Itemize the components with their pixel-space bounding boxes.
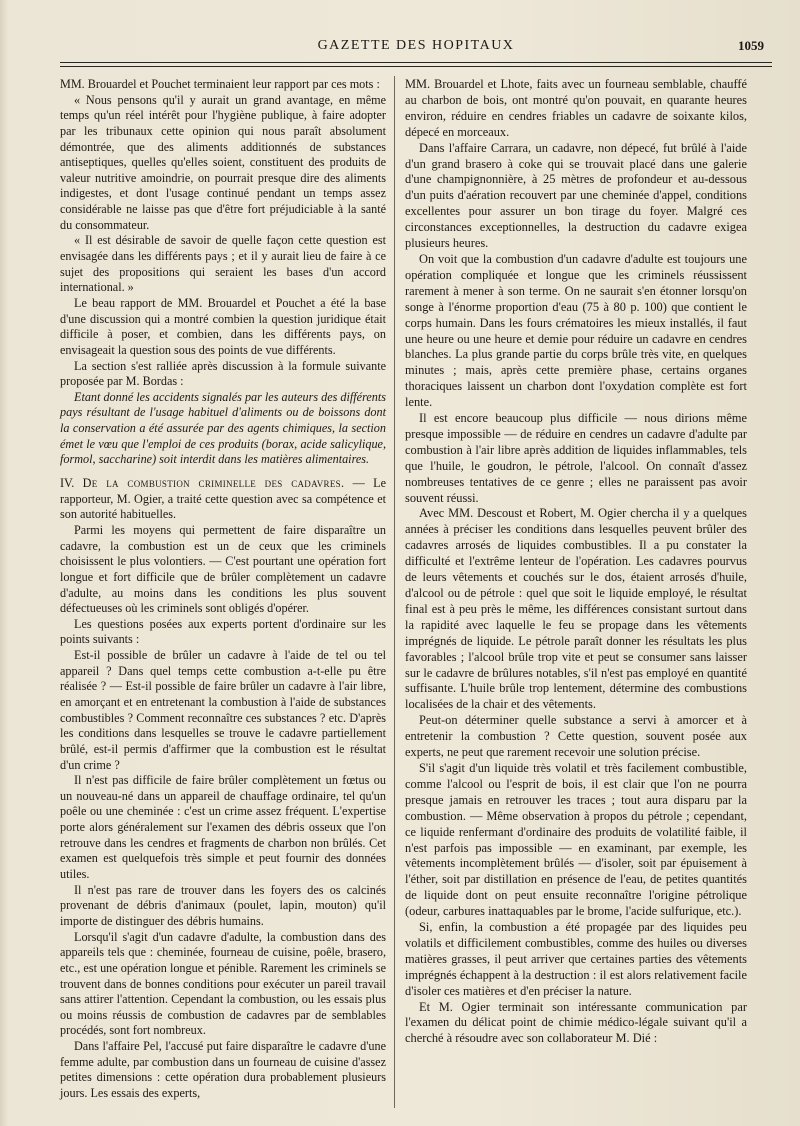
paragraph: Il n'est pas rare de trouver dans les foyers des os calcinés provenant de débris d'animaux (poulet, lapin, mouton) qu'il importe de distinguer des débris humains. bbox=[60, 882, 386, 928]
paragraph: Avec MM. Descoust et Robert, M. Ogier chercha il y a quelques années à préciser les conditions dans lesquelles peuvent brûler des cadavres arrosés de liquides combustibles. Il a pu constater la difficulté et l'extrême lenteur de l'opération. Les cadavres pourvus de leurs vêtements et couchés sur le dos, étaient arrosés d'huile, d'alcool ou de pétrole : quel que soit le liquide employé, le résultat final est à peu près le même, les différences consistant surtout dans la rapidité avec laquelle le feu se propage dans les vêtements imprégnés de liquide. Le pétrole paraît donner les résultats les plus favorables ; l'alcool brûle trop vite et peut se consumer sans laisser sur le cadavre de brûlures notables, s'il n'est pas employé en quantité suffisante. L'huile brûle trop lentement, détermine des combustions localisées de la chair et des vêtements. bbox=[405, 506, 747, 712]
running-title: GAZETTE DES HOPITAUX bbox=[317, 38, 515, 53]
column-divider bbox=[394, 76, 395, 1108]
paragraph: Peut-on déterminer quelle substance a servi à amorcer et à entretenir la combustion ? Cette question, souvent posée aux experts, ne peut que rarement recevoir une solution précise. bbox=[405, 713, 747, 760]
paragraph: S'il s'agit d'un liquide très volatil et très facilement combustible, comme l'alcool ou l'esprit de bois, il est clair que l'on ne pourra presque jamais en retrouver les traces ; tout aura disparu par la combustion. — Même observation à propos du pétrole ; cependant, ce liquide renfermant d'ordinaire des produits de volatilité faible, il n'est parfois pas impossible — en examinant, par exemple, les vêtements incomplètement brûlés — d'isoler, soit par épuisement à l'éther, soit par distillation en présence de l'eau, de petites quantités de liquide dont on peut ensuite reconnaître l'origine pétrolique (odeur, carbures inattaquables par le brome, l'acide sulfurique, etc.). bbox=[405, 760, 747, 919]
section-intro: — Le rapporteur, M. Ogier, a traité cette question avec sa compétence et son autorité habituelles. bbox=[60, 476, 386, 522]
quote-paragraph: « Nous pensons qu'il y aurait un grand avantage, en même temps qu'un réel intérêt pour l'hygiène publique, à faire adopter par les tribunaux cette opinion qui nous paraît absolument démontrée, que des aliments additionnés de substances antiseptiques, quelles qu'elles soient, constituent des produits de valeur nutritive amoindrie, on pourrait presque dire des aliments indigestes, et dont l'usage continué pendant un temps assez considérable ne laisse pas que d'être fort préjudiciable à la santé du consommateur. bbox=[60, 92, 386, 232]
paragraph: Le beau rapport de MM. Brouardel et Pouchet a été la base d'une discussion qui a montré combien la question juridique était difficile à poser, et combien, dans les différents pays, on envisageait la question sous des points de vue différents. bbox=[60, 295, 386, 357]
paragraph: Lorsqu'il s'agit d'un cadavre d'adulte, la combustion dans des appareils tels que : cheminée, fourneau de cuisine, poêle, brasero, etc., est une opération longue et pénible. Rarement les criminels se trouvent dans de bonnes conditions pour exécuter un pareil travail sans attirer l'attention. Cependant la combustion, ou les essais plus ou moins réussis de combustion de cadavres par de semblables procédés, sont fort nombreux. bbox=[60, 929, 386, 1038]
page-header bbox=[60, 32, 772, 56]
paragraph: Dans l'affaire Carrara, un cadavre, non dépecé, fut brûlé à l'aide d'un grand brasero à coke qui se trouvait placé dans une galerie d'une champignonnière, à 25 mètres de profondeur et au-dessous d'un puits d'aération recouvert par une cheminée d'appel, conditions excellentes pour assurer un bon tirage du foyer. Malgré ces circonstances exceptionnelles, la destruction du cadavre exigea plusieurs heures. bbox=[405, 140, 747, 251]
paragraph: Si, enfin, la combustion a été propagée par des liquides peu volatils et difficilement combustibles, comme des huiles ou diverses matières grasses, il peut arriver que certaines parties des vêtements imprégnés échappent à la destruction : il est alors relativement facile d'isoler ces matières et d'en préciser la nature. bbox=[405, 920, 747, 998]
paragraph: Est-il possible de brûler un cadavre à l'aide de tel ou tel appareil ? Dans quel temps cette combustion a-t-elle pu être réalisée ? — Est-il possible de faire brûler un cadavre à l'air libre, en amorçant et en entretenant la combustion à l'aide de substances combustibles ? Comment reconnaître ces substances ? etc. D'après les conditions dans lesquelles se trouve le cadavre partiellement brûlé, est-il permis d'affirmer que la combustion est le résultat d'un crime ? bbox=[60, 648, 386, 772]
paragraph: Il est encore beaucoup plus difficile — nous dirions même presque impossible — de réduire en cendres un cadavre d'adulte par combustion à l'air libre après addition de liquides inflammables, tels que l'huile, le goudron, le pétrole, l'alcool. On connaît d'assez nombreuses tentatives de ce genre ; elles ne paraissent pas avoir souvent réussi. bbox=[405, 411, 747, 505]
paragraph: Et M. Ogier terminait son intéressante communication par l'examen du délicat point de chimie médico-légale suivant qu'il a cherché à résoudre avec son collaborateur M. Dié : bbox=[405, 999, 747, 1046]
page-number: 1059 bbox=[738, 38, 764, 53]
section-title: De la combustion criminelle des cadavres. bbox=[82, 476, 345, 491]
resolution-text: Etant donné les accidents signalés par les auteurs des différents pays résultant de l'usage habituel d'aliments ou de boissons dont la conservation a été assurée par des agents chimiques, la section émet le vœu que l'emploi de ces produits (borax, acide salicylique, formol, saccharine) soit interdit dans les matières alimentaires. bbox=[60, 389, 386, 467]
right-column bbox=[405, 77, 747, 1047]
paragraph: Dans l'affaire Pel, l'accusé put faire disparaître le cadavre d'une femme adulte, par combustion dans un fourneau de cuisine d'assez petites dimensions : cette opération dura probablement plusieurs jours. Les essais des experts, bbox=[60, 1039, 386, 1100]
paragraph: Les questions posées aux experts portent d'ordinaire sur les points suivants : bbox=[60, 616, 386, 647]
paragraph: MM. Brouardel et Pouchet terminaient leur rapport par ces mots : bbox=[60, 77, 380, 91]
section-heading-paragraph bbox=[60, 476, 386, 523]
header-rule-thick bbox=[60, 62, 772, 63]
paragraph: Parmi les moyens qui permettent de faire disparaître un cadavre, la combustion est un de ceux que les criminels choisissent le plus volontiers. — C'est pourtant une opération fort longue et fort difficile que de brûler complètement un cadavre d'adulte, au moins dans les conditions les plus souvent défectueuses où les criminels sont obligés d'opérer. bbox=[60, 522, 386, 616]
paragraph: MM. Brouardel et Lhote, faits avec un fourneau semblable, chauffé au charbon de bois, ont montré qu'on pouvait, en quarante heures environ, réduire en cendres friables un cadavre de soixante kilos, dépecé en morceaux. bbox=[405, 77, 747, 139]
section-number: IV. bbox=[60, 476, 75, 491]
left-column bbox=[60, 77, 386, 1102]
paragraph: La section s'est ralliée après discussion à la formule suivante proposée par M. Bordas : bbox=[60, 358, 386, 389]
quote-paragraph: « Il est désirable de savoir de quelle façon cette question est envisagée dans les différents pays ; et il y aurait lieu de faire à ce sujet des propositions qui seraient les bases d'un accord international. » bbox=[60, 233, 386, 295]
header-rule-thin bbox=[60, 66, 772, 67]
paragraph: On voit que la combustion d'un cadavre d'adulte est toujours une opération compliquée et longue que les criminels réussissent rarement à mener à son terme. On ne saurait s'en étonner lorsqu'on songe à l'énorme proportion d'eau (75 à 80 p. 100) que contient le corps humain. Dans les fours crématoires les mieux installés, il faut une heure ou une heure et demie pour réduire un cadavre en cendres blanches. La plus grande partie du corps brûle très vite, en quelques minutes ; mais, après cette première phase, certains organes thoraciques laissent un charbon dont l'oxydation complète est fort lente. bbox=[405, 251, 747, 410]
paragraph: Il n'est pas difficile de faire brûler complètement un fœtus ou un nouveau-né dans un appareil de chauffage ordinaire, tel qu'un poêle ou une cheminée : c'est un crime assez fréquent. L'expertise porte alors généralement sur l'examen des débris osseux que l'on retrouve dans les cendres et fragments de charbon non brûlés. Cet examen est quelquefois très simple et peut fournir des données utiles. bbox=[60, 773, 386, 882]
